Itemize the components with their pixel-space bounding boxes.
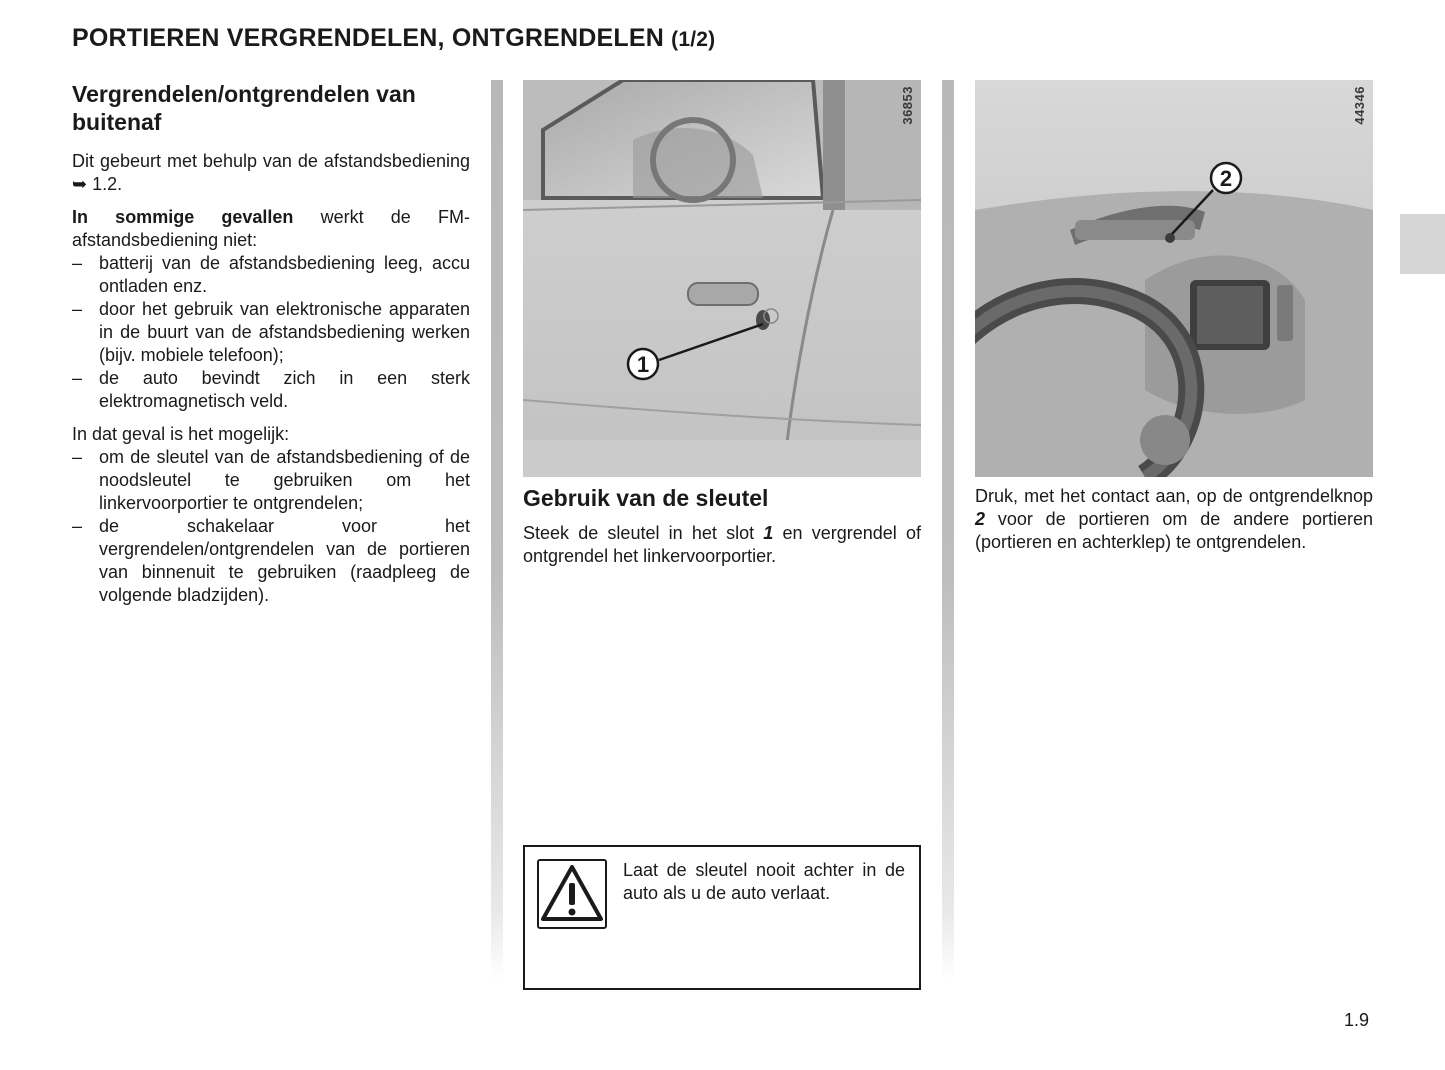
options-list <box>72 446 470 607</box>
list-item: – de auto bevindt zich in een sterk elektromagnetisch veld. <box>72 368 470 411</box>
page-reference[interactable]: 1.2. <box>92 174 123 194</box>
column-unlock-button <box>975 80 1373 564</box>
section-heading-key: Gebruik van de sleutel <box>523 485 769 511</box>
list-item: – de schakelaar voor het vergrendelen/ontgrendelen van de portieren van binnenuit te gebruiken (raadpleeg de volgende bladzijden). <box>72 516 470 605</box>
column-divider <box>942 80 954 980</box>
remote-intro: Dit gebeurt met behulp van de afstandsbediening ➥ 1.2. <box>72 151 470 194</box>
key-instruction: Steek de sleutel in het slot 1 en vergrendel of ontgrendel het linkervoorportier. <box>523 523 921 566</box>
callout-2-label: 2 <box>1219 166 1233 191</box>
dashboard-svg <box>975 80 1373 477</box>
warning-triangle-icon <box>537 859 607 929</box>
callout-1-label: 1 <box>636 352 650 377</box>
warning-box <box>523 845 921 990</box>
remote-failure-intro: In sommige gevallen werkt de FM-afstandsbediening niet: <box>72 207 470 250</box>
column-key-use <box>523 80 921 578</box>
column-divider <box>491 80 503 980</box>
failure-list <box>72 252 470 413</box>
options-intro: In dat geval is het mogelijk: <box>72 424 290 444</box>
page-part: (1/2) <box>671 28 716 51</box>
list-item: – batterij van de afstandsbediening leeg, accu ontladen enz. <box>72 253 470 296</box>
unlock-instruction: Druk, met het contact aan, op de ontgrendelknop 2 voor de portieren om de andere portieren (portieren en achterklep) te ontgrendelen. <box>975 486 1373 552</box>
dashboard-illustration <box>975 80 1373 477</box>
warning-text: Laat de sleutel nooit achter in de auto als u de auto verlaat. <box>623 860 905 903</box>
section-heading-exterior: Vergrendelen/ontgrendelen van buitenaf <box>72 81 416 135</box>
figure-code: 44346 <box>1352 86 1367 125</box>
column-exterior-locking <box>72 80 470 617</box>
list-item: – om de sleutel van de afstandsbediening of de noodsleutel te gebruiken om het linkervoorportier te ontgrendelen; <box>72 447 470 513</box>
door-illustration <box>523 80 921 477</box>
page-title: PORTIEREN VERGRENDELEN, ONTGRENDELEN (1/2) <box>72 24 716 52</box>
door-lock-illustration <box>523 80 921 477</box>
page-number: 1.9 <box>1344 1010 1370 1030</box>
chapter-tab <box>1400 214 1445 274</box>
list-item: – door het gebruik van elektronische apparaten in de buurt van de afstandsbediening werken (bijv. mobiele telefoon); <box>72 299 470 365</box>
arrow-ref-icon: ➥ <box>72 174 88 194</box>
figure-code: 36853 <box>900 86 915 125</box>
